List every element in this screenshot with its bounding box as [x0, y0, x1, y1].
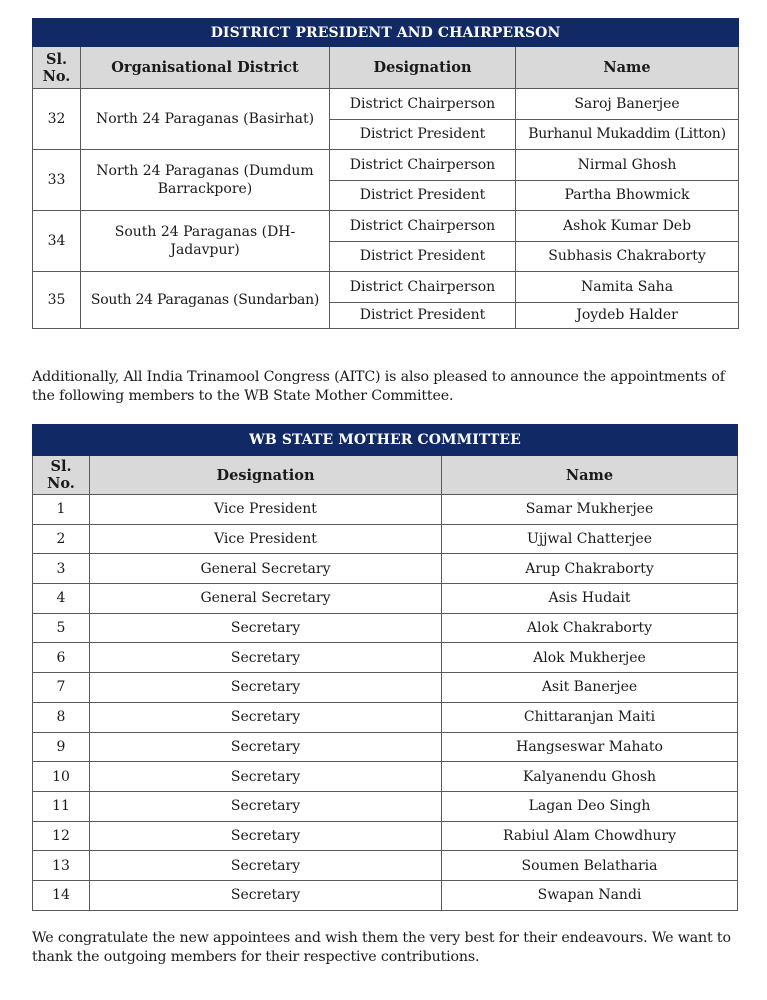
column-header-designation: Designation — [90, 456, 442, 495]
table-row — [33, 851, 738, 881]
table-row — [33, 89, 739, 120]
designation-cell: Secretary — [90, 732, 442, 762]
designation-cell: Secretary — [90, 851, 442, 881]
announcement-paragraph: Additionally, All India Trinamool Congress (AITC) is also pleased to announce the appointments of the following members to the WB State Mother Committee. — [32, 369, 725, 404]
designation-cell: Secretary — [90, 643, 442, 673]
sl-no-cell: 12 — [33, 821, 90, 851]
district-cell: North 24 Paraganas (Dumdum Barrackpore) — [81, 150, 330, 211]
designation-cell: Secretary — [90, 880, 442, 910]
designation-cell: Secretary — [90, 673, 442, 703]
wb-state-mother-committee-table — [32, 424, 738, 911]
designation-cell: Vice President — [90, 524, 442, 554]
name-cell: Asit Banerjee — [442, 673, 738, 703]
sl-no-cell: 13 — [33, 851, 90, 881]
name-cell: Swapan Nandi — [442, 880, 738, 910]
designation-cell: District President — [330, 302, 516, 328]
column-header-name: Name — [442, 456, 738, 495]
designation-cell: District Chairperson — [330, 272, 516, 303]
column-header-name: Name — [516, 47, 739, 89]
name-cell: Ujjwal Chatterjee — [442, 524, 738, 554]
sl-no-cell: 6 — [33, 643, 90, 673]
designation-cell: District President — [330, 119, 516, 150]
designation-cell: General Secretary — [90, 584, 442, 614]
table-title: DISTRICT PRESIDENT AND CHAIRPERSON — [33, 19, 739, 47]
column-header-sl-no: Sl. No. — [33, 456, 90, 495]
name-cell: Alok Mukherjee — [442, 643, 738, 673]
table-row — [33, 554, 738, 584]
sl-no-cell: 5 — [33, 613, 90, 643]
table-row — [33, 211, 739, 242]
name-cell: Partha Bhowmick — [516, 180, 739, 211]
name-cell: Nirmal Ghosh — [516, 150, 739, 181]
name-cell: Subhasis Chakraborty — [516, 241, 739, 272]
sl-no-cell: 35 — [33, 272, 81, 329]
table-row — [33, 880, 738, 910]
column-header-sl-no: Sl. No. — [33, 47, 81, 89]
sl-no-cell: 7 — [33, 673, 90, 703]
table-row — [33, 791, 738, 821]
name-cell: Saroj Banerjee — [516, 89, 739, 120]
table-row — [33, 732, 738, 762]
table-row — [33, 272, 739, 303]
designation-cell: Secretary — [90, 702, 442, 732]
district-president-chairperson-table — [32, 18, 739, 329]
name-cell: Lagan Deo Singh — [442, 791, 738, 821]
table-row — [33, 613, 738, 643]
sl-no-cell: 11 — [33, 791, 90, 821]
district-cell: South 24 Paraganas (DH-Jadavpur) — [81, 211, 330, 272]
designation-cell: Secretary — [90, 613, 442, 643]
sl-no-cell: 8 — [33, 702, 90, 732]
sl-no-cell: 33 — [33, 150, 81, 211]
designation-cell: District Chairperson — [330, 89, 516, 120]
name-cell: Soumen Belatharia — [442, 851, 738, 881]
designation-cell: District Chairperson — [330, 150, 516, 181]
designation-cell: Secretary — [90, 762, 442, 792]
table-row — [33, 495, 738, 525]
name-cell: Kalyanendu Ghosh — [442, 762, 738, 792]
name-cell: Joydeb Halder — [516, 302, 739, 328]
sl-no-cell: 34 — [33, 211, 81, 272]
table-row — [33, 150, 739, 181]
name-cell: Ashok Kumar Deb — [516, 211, 739, 242]
name-cell: Arup Chakraborty — [442, 554, 738, 584]
designation-cell: Vice President — [90, 495, 442, 525]
sl-no-cell: 1 — [33, 495, 90, 525]
sl-no-cell: 10 — [33, 762, 90, 792]
designation-cell: District Chairperson — [330, 211, 516, 242]
name-cell: Burhanul Mukaddim (Litton) — [516, 119, 739, 150]
sl-no-cell: 4 — [33, 584, 90, 614]
designation-cell: District President — [330, 180, 516, 211]
name-cell: Alok Chakraborty — [442, 613, 738, 643]
name-cell: Asis Hudait — [442, 584, 738, 614]
table-title: WB STATE MOTHER COMMITTEE — [33, 425, 738, 456]
table-row — [33, 524, 738, 554]
district-cell: North 24 Paraganas (Basirhat) — [81, 89, 330, 150]
sl-no-cell: 14 — [33, 880, 90, 910]
column-header-organisational-district: Organisational District — [81, 47, 330, 89]
sl-no-cell: 9 — [33, 732, 90, 762]
table-row — [33, 762, 738, 792]
designation-cell: Secretary — [90, 791, 442, 821]
table-row — [33, 643, 738, 673]
name-cell: Hangseswar Mahato — [442, 732, 738, 762]
district-cell: South 24 Paraganas (Sundarban) — [81, 272, 330, 329]
sl-no-cell: 3 — [33, 554, 90, 584]
table-row — [33, 673, 738, 703]
name-cell: Rabiul Alam Chowdhury — [442, 821, 738, 851]
column-header-designation: Designation — [330, 47, 516, 89]
table-row — [33, 702, 738, 732]
name-cell: Samar Mukherjee — [442, 495, 738, 525]
designation-cell: General Secretary — [90, 554, 442, 584]
table-row — [33, 821, 738, 851]
sl-no-cell: 2 — [33, 524, 90, 554]
designation-cell: Secretary — [90, 821, 442, 851]
table-row — [33, 584, 738, 614]
designation-cell: District President — [330, 241, 516, 272]
sl-no-cell: 32 — [33, 89, 81, 150]
name-cell: Namita Saha — [516, 272, 739, 303]
name-cell: Chittaranjan Maiti — [442, 702, 738, 732]
closing-paragraph: We congratulate the new appointees and wish them the very best for their endeavours. We want to thank the outgoing members for their respective contributions. — [32, 930, 731, 965]
